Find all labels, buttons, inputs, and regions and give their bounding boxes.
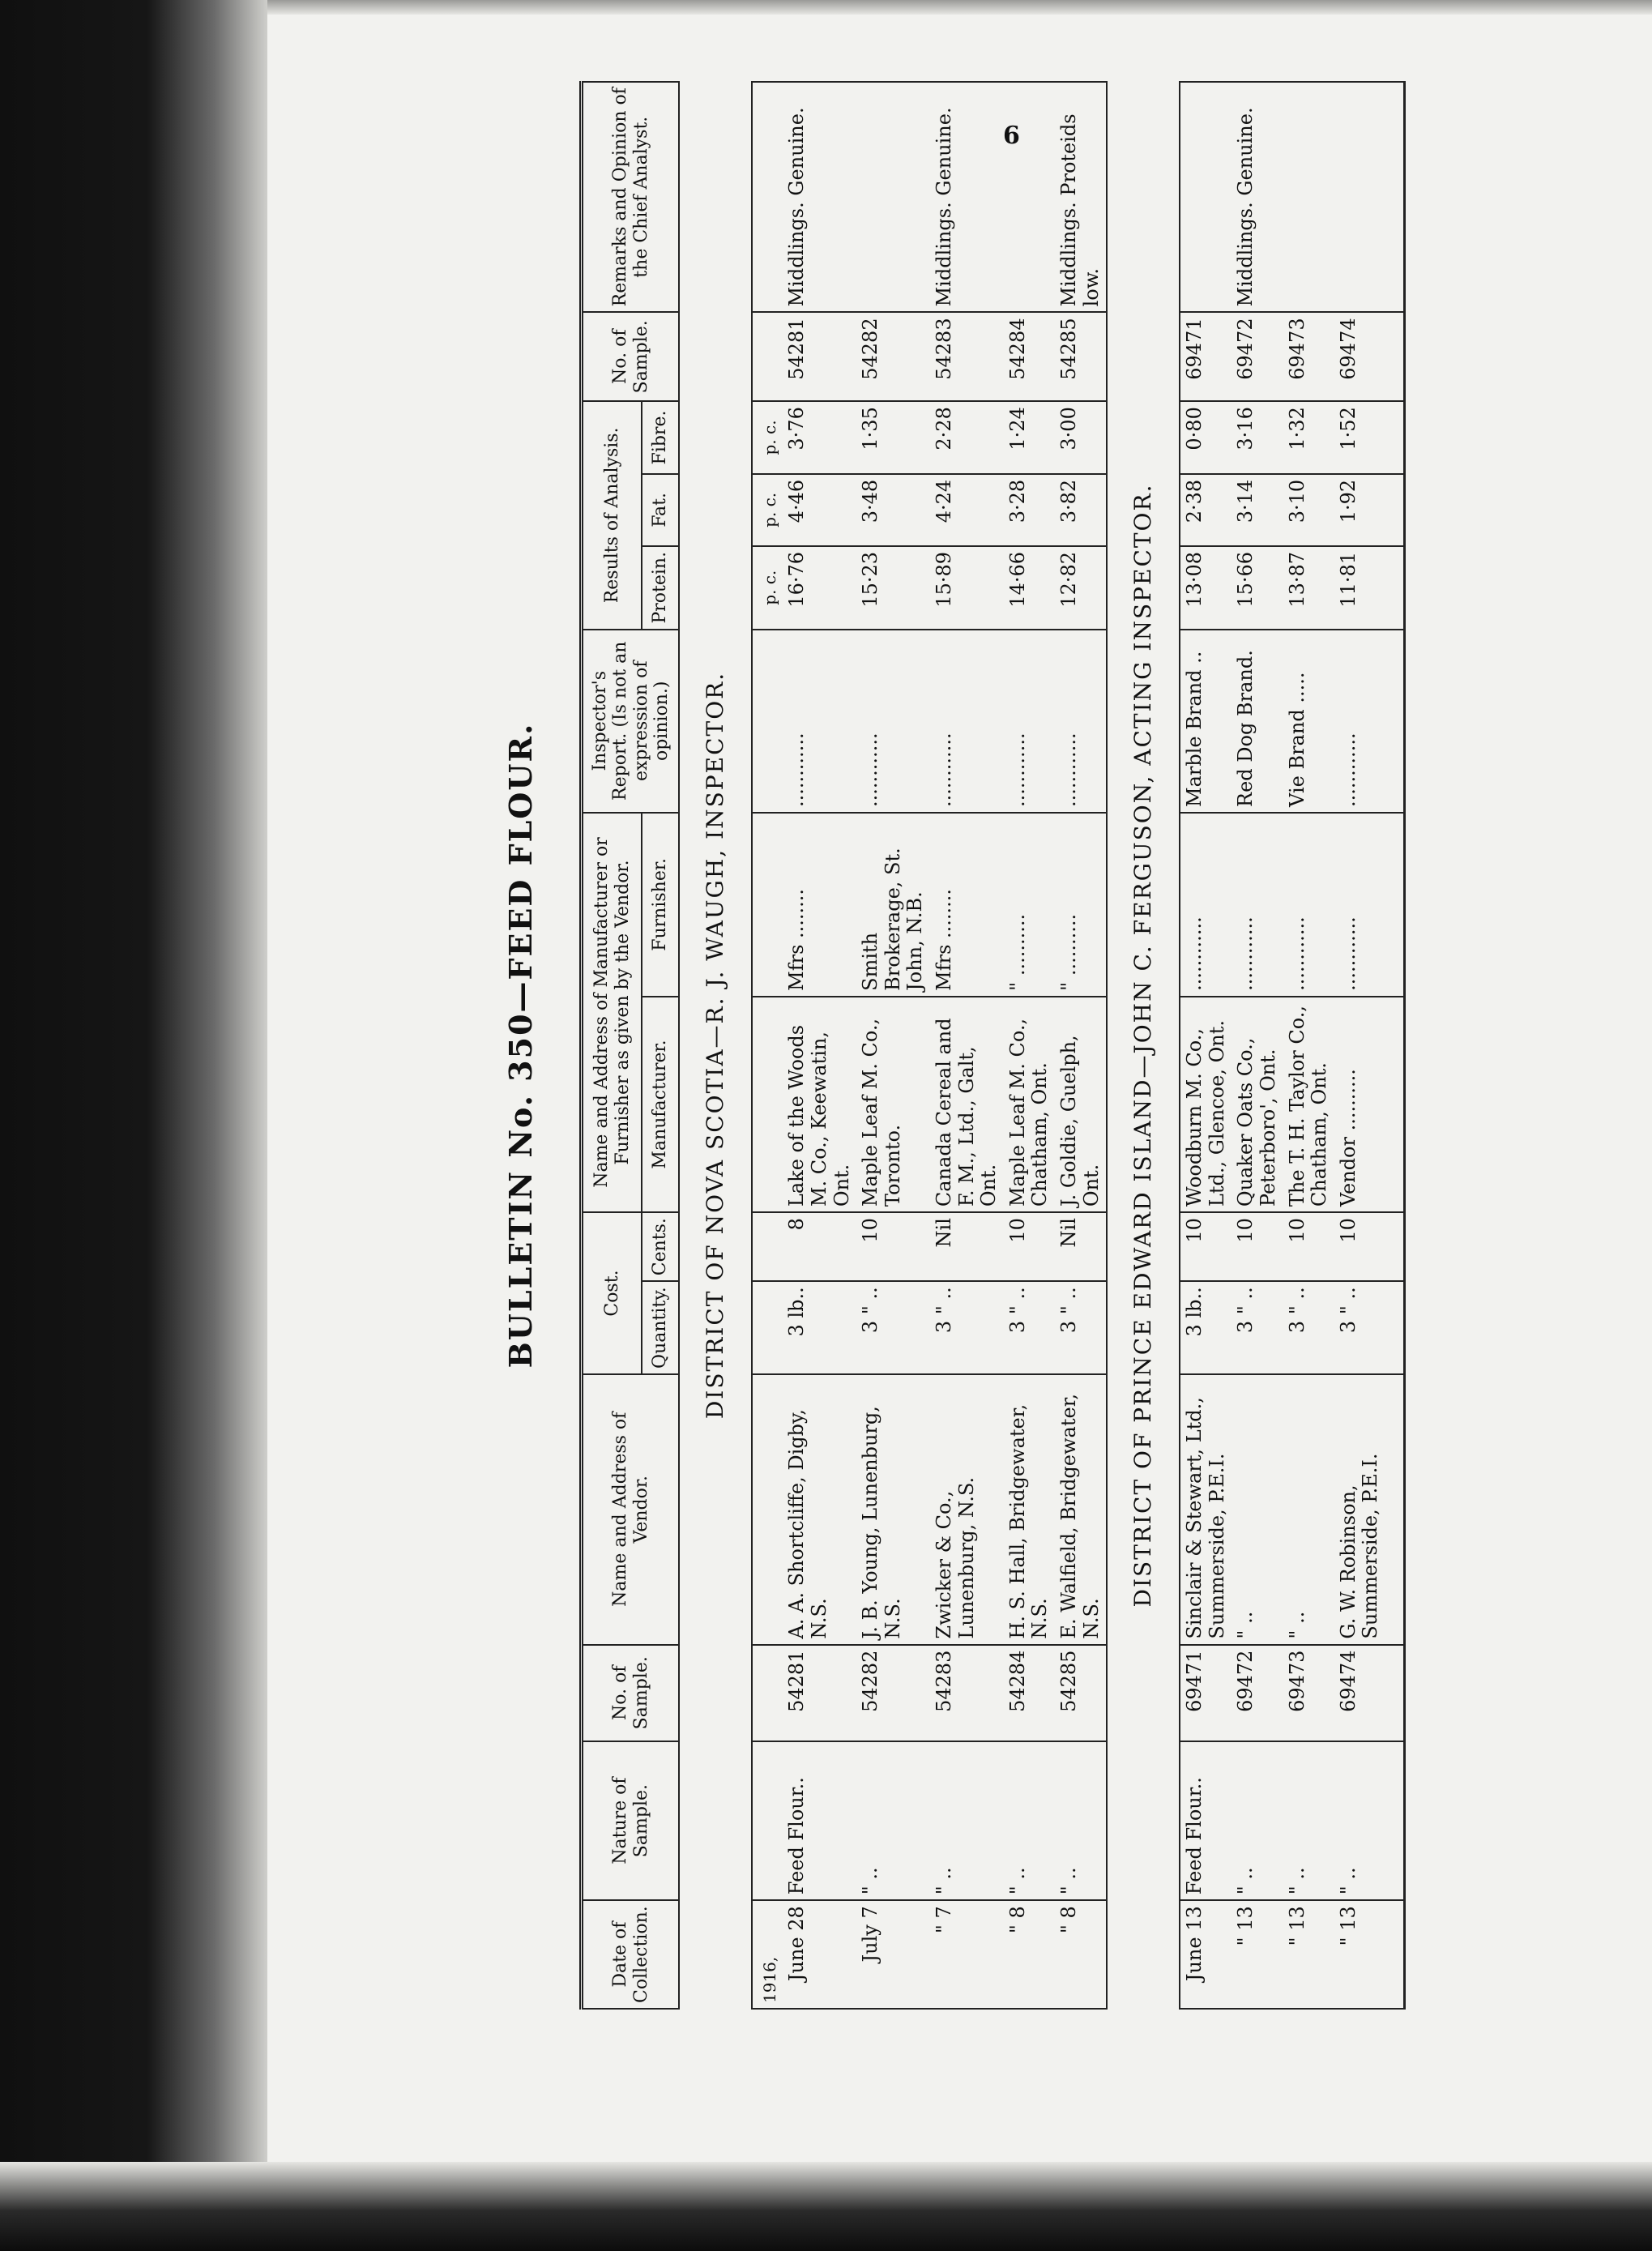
cell-furnisher: ............ [1180,813,1232,997]
cell-fat: 1·92 [1334,474,1385,546]
header-sample-no-2: No. of Sample. [582,312,680,401]
cell-sample-no: 69472 [1232,1645,1283,1741]
cell-quantity: 3 " .. [1334,1281,1385,1374]
cell-quantity: 3 lb.. [783,1281,856,1374]
table-end-rule [1385,82,1405,2009]
cell-date: June 13 [1180,1900,1232,2009]
cell-protein: 15·89 [930,546,1004,630]
cell-report: ............ [783,630,856,813]
cell-nature: " .. [1283,1741,1334,1900]
cell-vendor: Sinclair & Stewart, Ltd., Summerside, P.E.I. [1180,1374,1232,1645]
cell-remarks [1283,82,1334,312]
header-results: Results of Analysis. [582,401,642,629]
cell-manufacturer: Quaker Oats Co., Peterboro', Ont. [1232,997,1283,1212]
header-inspector-report: Inspector's Report. (Is not an expression of opinion.) [582,630,680,813]
cell-remarks [1180,82,1232,312]
cell-report: Vie Brand ..... [1283,630,1334,813]
cell-nature: Feed Flour.. [1180,1741,1232,1900]
cell-cents: Nil [930,1212,1004,1281]
cell-furnisher: Mfrs ........ [930,813,1004,997]
cell-furnisher: ............ [1283,813,1334,997]
header-date: Date of Collection. [582,1900,680,2009]
cell-fibre: 1·32 [1283,401,1334,474]
cell-sample-no: 69471 [1180,1645,1232,1741]
table-row [1283,82,1334,2009]
page-number: 6 [1003,122,1020,150]
cell-sample-no: 54285 [1055,1645,1107,1741]
cell-protein: 15·66 [1232,546,1283,630]
cell-manufacturer: The T. H. Taylor Co., Chatham, Ont. [1283,997,1334,1212]
cell-report: ............ [856,630,930,813]
table-row [783,82,856,2009]
cell-vendor: H. S. Hall, Bridgewater, N.S. [1004,1374,1055,1645]
header-remarks: Remarks and Opinion of the Chief Analyst. [582,82,680,312]
cell-fat: 3·48 [856,474,930,546]
cell-nature: " .. [856,1741,930,1900]
cell-manufacturer: Maple Leaf M. Co., Toronto. [856,997,930,1212]
scan-edge-bottom [0,2162,1652,2251]
cell-remarks [856,82,930,312]
cell-furnisher: ............ [1232,813,1283,997]
cell-sample-no: 54284 [1004,1645,1055,1741]
cell-furnisher: " .......... [1004,813,1055,997]
district-heading-row [1107,82,1180,2009]
units-row [752,82,783,2009]
cell-furnisher: ............ [1334,813,1385,997]
cell-remarks: Middlings. Proteids low. [1055,82,1107,312]
cell-sample-no-2: 54282 [856,312,930,401]
cell-protein: 12·82 [1055,546,1107,630]
cell-protein: 15·23 [856,546,930,630]
cell-furnisher: " .......... [1055,813,1107,997]
unit-fat: p. c. [752,474,783,546]
cell-quantity: 3 " .. [1055,1281,1107,1374]
cell-nature: " .. [1334,1741,1385,1900]
cell-quantity: 3 " .. [1004,1281,1055,1374]
cell-remarks: Middlings. Genuine. [783,82,856,312]
cell-report: ............ [1055,630,1107,813]
cell-date: " 13 [1334,1900,1385,2009]
table-row [1055,82,1107,2009]
cell-protein: 14·66 [1004,546,1055,630]
header-manufacturer: Manufacturer. [642,997,679,1212]
cell-fat: 3·14 [1232,474,1283,546]
unit-fibre: p. c. [752,401,783,474]
cell-vendor: Zwicker & Co., Lunenburg, N.S. [930,1374,1004,1645]
cell-date: " 7 [930,1900,1004,2009]
unit-protein: p. c. [752,546,783,630]
cell-sample-no-2: 54283 [930,312,1004,401]
cell-sample-no-2: 54284 [1004,312,1055,401]
cell-cents: 10 [1334,1212,1385,1281]
cell-cents: 10 [1180,1212,1232,1281]
cell-quantity: 3 " .. [856,1281,930,1374]
cell-fibre: 1·24 [1004,401,1055,474]
header-nature: Nature of Sample. [582,1741,680,1900]
cell-furnisher: Mfrs ........ [783,813,856,997]
header-cost: Cost. [582,1212,642,1374]
cell-protein: 13·08 [1180,546,1232,630]
cell-vendor: E. Walfield, Bridgewater, N.S. [1055,1374,1107,1645]
cell-report: Red Dog Brand. [1232,630,1283,813]
cell-manufacturer: Woodburn M. Co., Ltd., Glencoe, Ont. [1180,997,1232,1212]
cell-manufacturer: Lake of the Woods M. Co., Keewatin, Ont. [783,997,856,1212]
year-label: 1916, [752,1900,783,2009]
cell-fat: 4·24 [930,474,1004,546]
cell-sample-no-2: 54285 [1055,312,1107,401]
cell-sample-no-2: 69474 [1334,312,1385,401]
cell-nature: " .. [1055,1741,1107,1900]
cell-fat: 3·10 [1283,474,1334,546]
cell-sample-no: 54282 [856,1645,930,1741]
cell-cents: 10 [856,1212,930,1281]
cell-fat: 2·38 [1180,474,1232,546]
cell-cents: 10 [1004,1212,1055,1281]
cell-remarks [1334,82,1385,312]
cell-cents: Nil [1055,1212,1107,1281]
header-vendor: Name and Address of Vendor. [582,1374,680,1645]
cell-date: " 13 [1232,1900,1283,2009]
table-row [856,82,930,2009]
cell-fibre: 2·28 [930,401,1004,474]
cell-report: ............ [1004,630,1055,813]
cell-quantity: 3 lb.. [1180,1281,1232,1374]
cell-date: " 8 [1004,1900,1055,2009]
cell-vendor: J. B. Young, Lunenburg, N.S. [856,1374,930,1645]
cell-quantity: 3 " .. [930,1281,1004,1374]
rotated-page [502,0,1652,2010]
header-protein: Protein. [642,546,679,630]
cell-sample-no-2: 69471 [1180,312,1232,401]
district-heading-row [679,82,752,2009]
cell-quantity: 3 " .. [1232,1281,1283,1374]
header-sample-no: No. of Sample. [582,1645,680,1741]
cell-date: June 28 [783,1900,856,2009]
scan-shadow-left [0,0,267,2251]
cell-nature: " .. [1004,1741,1055,1900]
table-row [1180,82,1232,2009]
cell-manufacturer: Vendor .......... [1334,997,1385,1212]
cell-remarks: Middlings. Genuine. [1232,82,1283,312]
table-row [1334,82,1385,2009]
cell-fibre: 3·00 [1055,401,1107,474]
cell-report: ............ [1334,630,1385,813]
cell-nature: Feed Flour.. [783,1741,856,1900]
district-heading: DISTRICT OF NOVA SCOTIA—R. J. WAUGH, INSPECTOR. [679,82,752,2009]
cell-nature: " .. [930,1741,1004,1900]
cell-furnisher: Smith Brokerage, St. John, N.B. [856,813,930,997]
cell-protein: 16·76 [783,546,856,630]
cell-fat: 3·28 [1004,474,1055,546]
cell-vendor: " .. [1283,1374,1334,1645]
header-fat: Fat. [642,474,679,546]
cell-sample-no: 54283 [930,1645,1004,1741]
bulletin-title: BULLETIN No. 350—FEED FLOUR. [502,722,539,1369]
cell-protein: 11·81 [1334,546,1385,630]
cell-sample-no: 69474 [1334,1645,1385,1741]
cell-fibre: 1·35 [856,401,930,474]
cell-fat: 3·82 [1055,474,1107,546]
feed-flour-table [579,81,1406,2010]
cell-quantity: 3 " .. [1283,1281,1334,1374]
header-quantity: Quantity. [642,1281,679,1374]
cell-report: Marble Brand .. [1180,630,1232,813]
cell-cents: 10 [1232,1212,1283,1281]
cell-cents: 10 [1283,1212,1334,1281]
cell-remarks: Middlings. Genuine. [930,82,1004,312]
header-furnisher: Furnisher. [642,813,679,997]
cell-manufacturer: J. Goldie, Guelph, Ont. [1055,997,1107,1212]
cell-vendor: G. W. Robinson, Summerside, P.E.I. [1334,1374,1385,1645]
cell-date: July 7 [856,1900,930,2009]
table-row [1232,82,1283,2009]
cell-cents: 8 [783,1212,856,1281]
cell-sample-no: 54281 [783,1645,856,1741]
cell-fibre: 1·52 [1334,401,1385,474]
cell-fat: 4·46 [783,474,856,546]
district-heading: DISTRICT OF PRINCE EDWARD ISLAND—JOHN C. FERGUSON, ACTING INSPECTOR. [1107,82,1180,2009]
cell-fibre: 3·76 [783,401,856,474]
cell-manufacturer: Canada Cereal and F. M., Ltd., Galt, Ont. [930,997,1004,1212]
cell-date: " 13 [1283,1900,1334,2009]
table-row [1004,82,1055,2009]
header-fibre: Fibre. [642,401,679,474]
header-maker-group: Name and Address of Manufacturer or Furnisher as given by the Vendor. [582,813,642,1212]
cell-sample-no-2: 54281 [783,312,856,401]
cell-sample-no-2: 69473 [1283,312,1334,401]
cell-vendor: " .. [1232,1374,1283,1645]
cell-date: " 8 [1055,1900,1107,2009]
cell-nature: " .. [1232,1741,1283,1900]
cell-remarks [1004,82,1055,312]
cell-vendor: A. A. Shortcliffe, Digby, N.S. [783,1374,856,1645]
cell-fibre: 0·80 [1180,401,1232,474]
cell-sample-no: 69473 [1283,1645,1334,1741]
cell-protein: 13·87 [1283,546,1334,630]
table-row [930,82,1004,2009]
cell-sample-no-2: 69472 [1232,312,1283,401]
cell-fibre: 3·16 [1232,401,1283,474]
cell-report: ............ [930,630,1004,813]
header-cents: Cents. [642,1212,679,1281]
cell-manufacturer: Maple Leaf M. Co., Chatham, Ont. [1004,997,1055,1212]
